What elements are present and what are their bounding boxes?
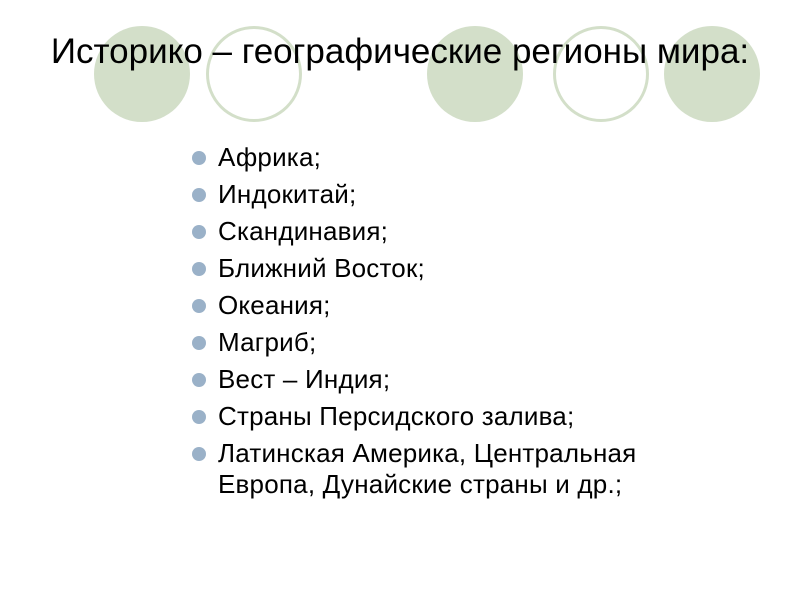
bullet-text: Латинская Америка, Центральная Европа, Дунайские страны и др.; [218, 438, 637, 499]
bullet-text: Вест – Индия; [218, 364, 391, 394]
bullet-item [190, 364, 750, 395]
bullet-text: Африка; [218, 142, 322, 172]
bullet-item [190, 142, 750, 173]
bullet-item [190, 290, 750, 321]
bullet-item [190, 438, 750, 500]
bullet-dot-icon [192, 225, 206, 239]
bullet-item [190, 179, 750, 210]
bullet-text: Скандинавия; [218, 216, 389, 246]
bullet-item [190, 216, 750, 247]
bullet-item [190, 401, 750, 432]
bullet-dot-icon [192, 151, 206, 165]
bullet-item [190, 327, 750, 358]
bullet-text: Магриб; [218, 327, 317, 357]
bullet-text: Океания; [218, 290, 331, 320]
bullet-list [190, 142, 750, 506]
bullet-dot-icon [192, 188, 206, 202]
bullet-dot-icon [192, 299, 206, 313]
bullet-dot-icon [192, 373, 206, 387]
bullet-item [190, 253, 750, 284]
bullet-text: Ближний Восток; [218, 253, 425, 283]
slide-title: Историко – географические регионы мира: [50, 32, 750, 71]
bullet-text: Индокитай; [218, 179, 357, 209]
bullet-dot-icon [192, 447, 206, 461]
bullet-dot-icon [192, 336, 206, 350]
bullet-dot-icon [192, 262, 206, 276]
bullet-text: Страны Персидского залива; [218, 401, 575, 431]
bullet-dot-icon [192, 410, 206, 424]
